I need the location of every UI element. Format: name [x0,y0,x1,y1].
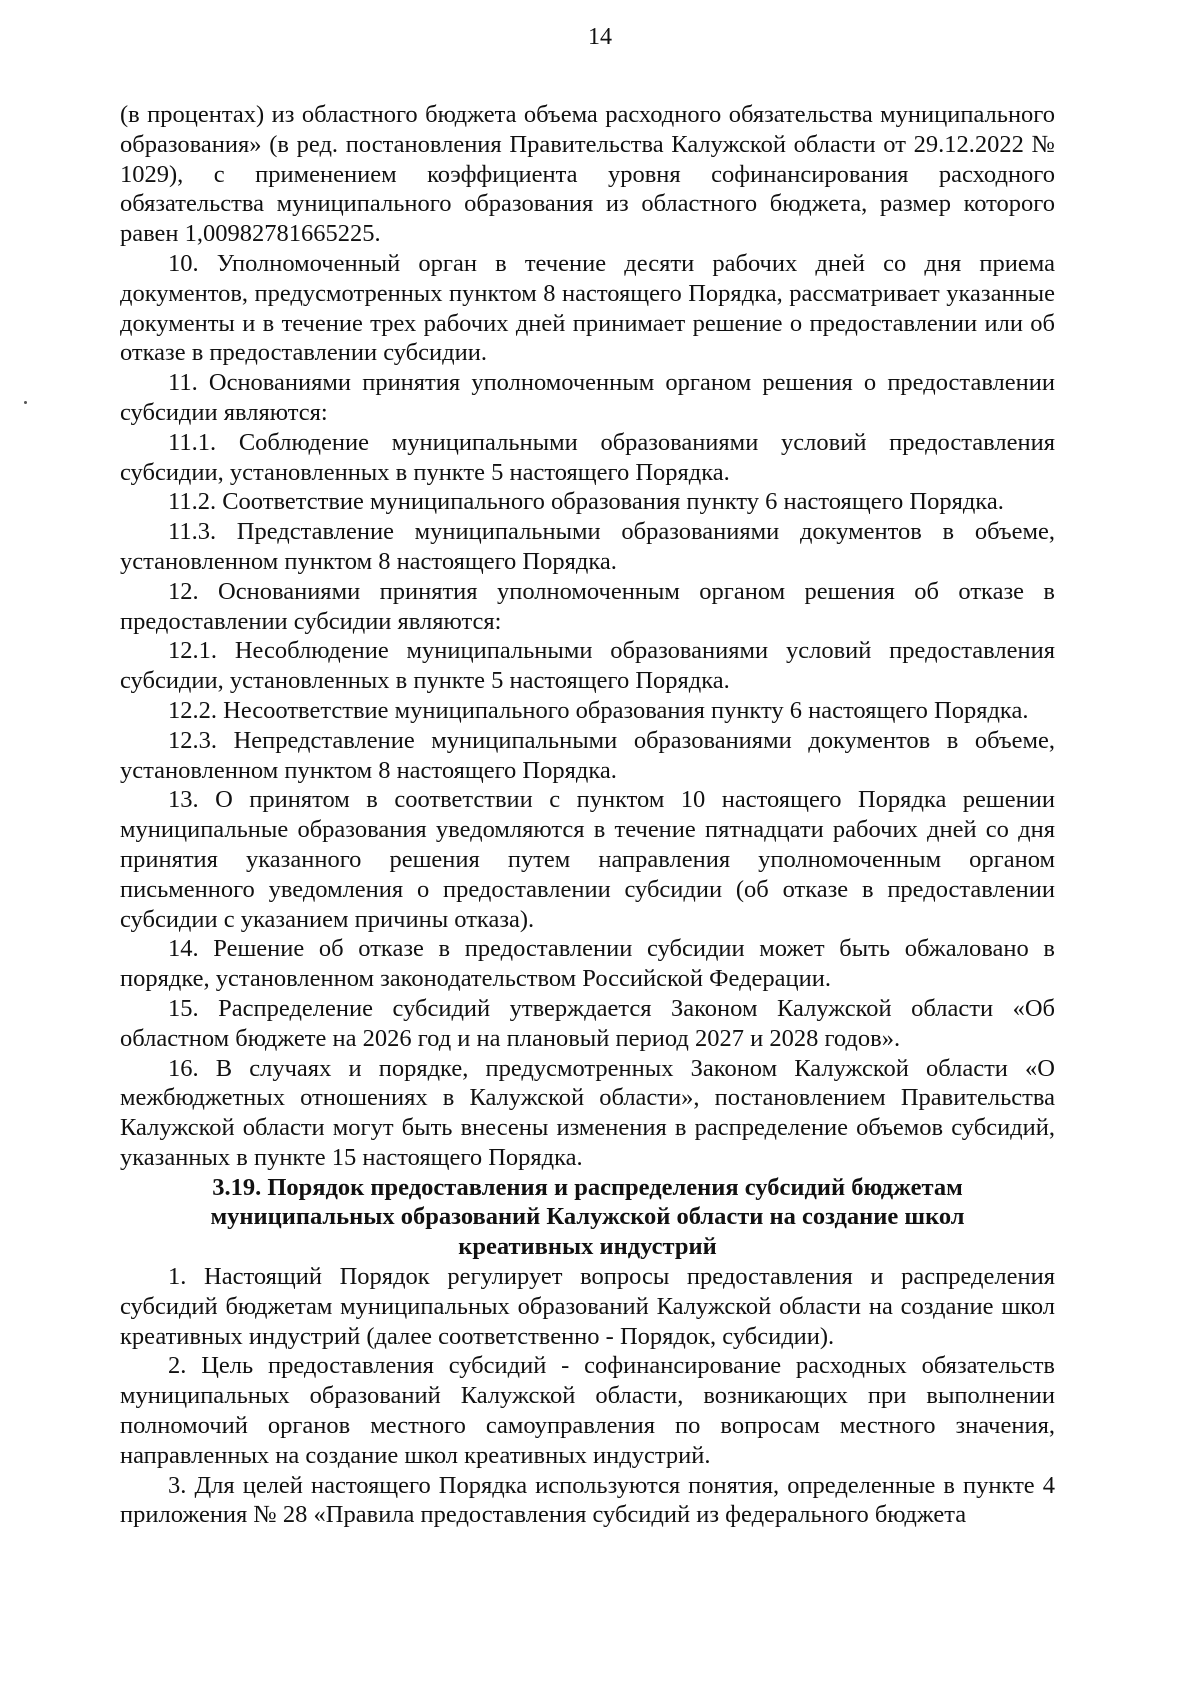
paragraph-s3: 3. Для целей настоящего Порядка используются понятия, определенные в пункте 4 приложения № 28 «Правила предоставления субсидий из федерального бюджета [120,1471,1055,1529]
paragraph-p14: 14. Решение об отказе в предоставлении субсидии может быть обжаловано в порядке, установленном законодательством Российской Федерации. [120,935,1055,993]
paragraph-p11: 11. Основаниями принятия уполномоченным органом решения о предоставлении субсидии являются: [120,369,1055,426]
paragraph-s2: 2. Цель предоставления субсидий - софинансирование расходных обязательств муниципальных образований Калужской области, возникающих при выполнении полномочий органов местного самоуправления по вопросам местного значения, направленных на создание школ креативных индустрий. [120,1352,1055,1469]
paragraph-s1: 1. Настоящий Порядок регулирует вопросы предоставления и распределения субсидий бюджетам муниципальных образований Калужской области на создание школ креативных индустрий (далее соответственно - Порядок, субсидии). [120,1263,1055,1350]
paragraph-p16: 16. В случаях и порядке, предусмотренных Законом Калужской области «О межбюджетных отношениях в Калужской области», постановлением Правительства Калужской области могут быть внесены изменения в распределение объемов субсидий, указанных в пункте 15 настоящего Порядка. [120,1054,1055,1171]
paragraphs-after [120,1262,1055,1530]
paragraph-p10: 10. Уполномоченный орган в течение десяти рабочих дней со дня приема документов, предусмотренных пунктом 8 настоящего Порядка, рассматривает указанные документы и в течение трех рабочих дней принимает решение о предоставлении или об отказе в предоставлении субсидии. [120,249,1055,367]
paragraph-p12-3: 12.3. Непредставление муниципальными образованиями документов в объеме, установленном пунктом 8 настоящего Порядка. [120,726,1055,784]
paragraphs-before [120,100,1055,1173]
document-body [120,100,1055,1530]
paragraph-cont: (в процентах) из областного бюджета объема расходного обязательства муниципального образования» (в ред. постановления Правительства Калужской области от 29.12.2022 № 1029), с применением коэффициента уровня софинансирования расходного обязательства муниципального образования из областного бюджета, размер которого равен 1,00982781665225. [120,101,1055,248]
page-number: 14 [588,24,612,50]
paragraph-p11-2: 11.2. Соответствие муниципального образования пункту 6 настоящего Порядка. [168,488,1004,516]
paragraph-p13: 13. О принятом в соответствии с пунктом 10 настоящего Порядка решении муниципальные образования уведомляются в течение пятнадцати рабочих дней со дня принятия указанного решения путем направления уполномоченным органом письменного уведомления о предоставлении субсидии (об отказе в предоставлении субсидии с указанием причины отказа). [120,786,1055,933]
section-heading: 3.19. Порядок предоставления и распределения субсидий бюджетам муниципальных образований Калужской области на создание школ креативных индустрий [210,1173,965,1261]
paragraph-p15: 15. Распределение субсидий утверждается Законом Калужской области «Об областном бюджете на 2026 год и на плановый период 2027 и 2028 годов». [120,994,1055,1052]
scan-speck [24,401,27,404]
paragraph-p12-2: 12.2. Несоответствие муниципального образования пункту 6 настоящего Порядка. [168,696,1029,724]
paragraph-p11-1: 11.1. Соблюдение муниципальными образованиями условий предоставления субсидии, установленных в пункте 5 настоящего Порядка. [120,428,1055,486]
paragraph-p12-1: 12.1. Несоблюдение муниципальными образованиями условий предоставления субсидии, установленных в пункте 5 настоящего Порядка. [120,637,1055,695]
paragraph-p12: 12. Основаниями принятия уполномоченным органом решения об отказе в предоставлении субсидии являются: [120,577,1055,635]
paragraph-p11-3: 11.3. Представление муниципальными образованиями документов в объеме, установленном пунктом 8 настоящего Порядка. [120,518,1055,575]
